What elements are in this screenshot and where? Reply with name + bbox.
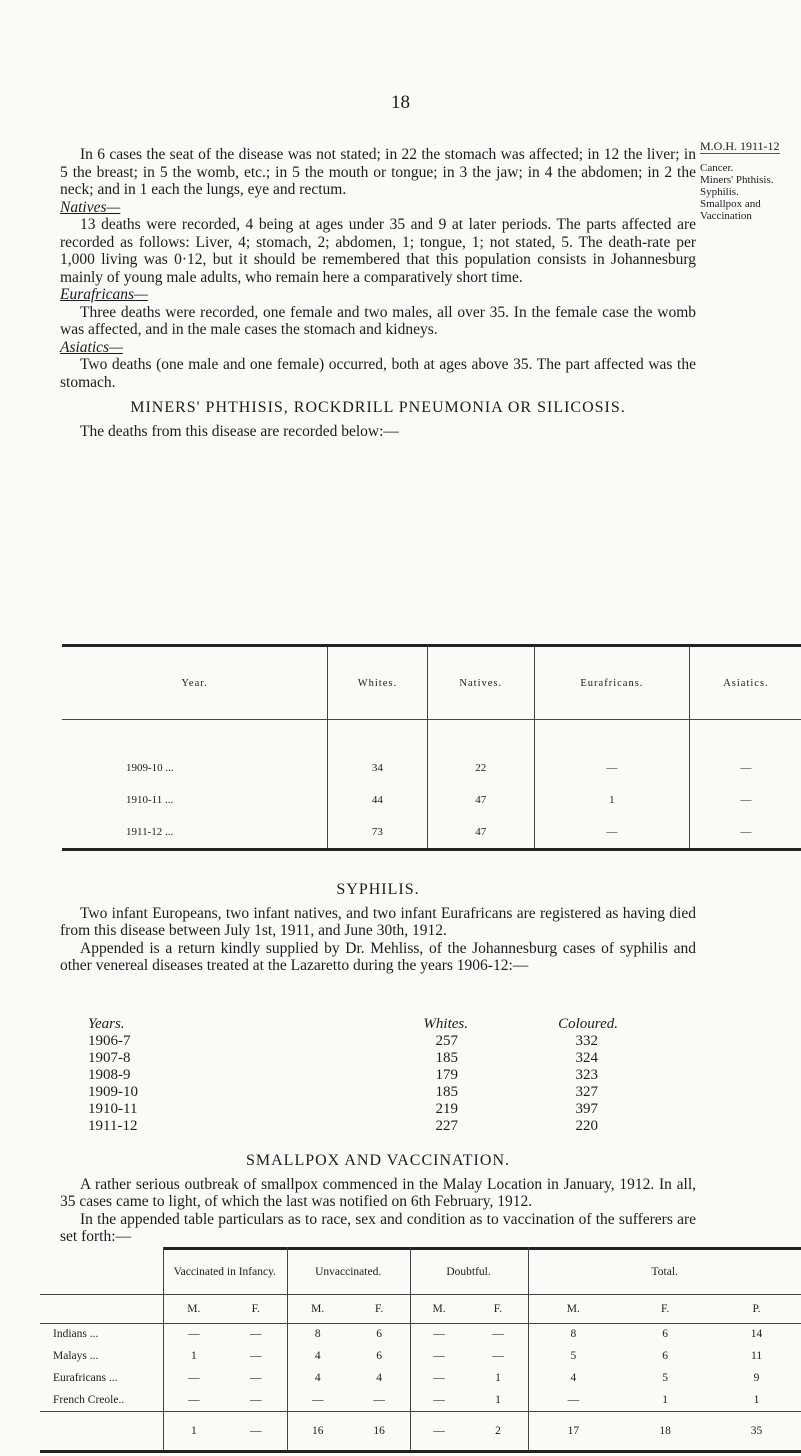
table-cell: 324 [575, 1050, 598, 1066]
table-cell: 11 [751, 1350, 763, 1362]
table-cell: 1907-8 [88, 1050, 131, 1066]
syphilis-heading: SYPHILIS. [336, 881, 420, 898]
eurafricans-heading: Eurafricans— [60, 286, 148, 303]
table-cell: 22 [427, 752, 534, 784]
column-header: F. [661, 1302, 670, 1315]
column-header: Year. [62, 646, 328, 720]
table-cell: 34 [328, 752, 427, 784]
table-cell: 9 [753, 1372, 760, 1384]
asiatics-paragraph: Two deaths (one male and one female) occurred, both at ages above 35. The part affected was the stomach. [60, 356, 696, 391]
table-cell: — [689, 816, 801, 850]
margin-header: M.O.H. 1911-12 [700, 139, 780, 153]
table-cell: — [250, 1394, 262, 1406]
table-cell: 4 [570, 1372, 577, 1384]
table-cell: — [373, 1394, 385, 1406]
table-cell: — [188, 1328, 200, 1340]
table-cell: 257 [435, 1033, 458, 1049]
table-row [40, 1367, 801, 1389]
table-header-row [40, 1250, 801, 1294]
smallpox-heading: SMALLPOX AND VACCINATION. [246, 1152, 510, 1169]
table-cell: 16 [311, 1425, 324, 1437]
table-cell: 185 [435, 1084, 458, 1100]
column-header: Asiatics. [689, 646, 801, 720]
table-cell: — [689, 752, 801, 784]
table-row [62, 752, 801, 784]
table-cell: — [433, 1328, 445, 1340]
table-cell: 1 [190, 1350, 197, 1362]
table-cell: 1911-12 ... [62, 816, 328, 850]
table-cell: — [689, 784, 801, 816]
natives-paragraph: 13 deaths were recorded, 4 being at ages under 35 and 9 at later periods. The parts affected are recorded as follows: Liver, 4; stomach, 2; abdomen, 1; tongue, 1; not stated, 5. The death-rate per 1,000 living was 0·12, but it should be remembered that this population consists in Johannesburg mainly of young male adults, who remain here a comparatively short time. [60, 216, 696, 286]
table-cell: 18 [659, 1425, 671, 1437]
table-row [88, 1050, 628, 1067]
table-header-row [40, 1294, 801, 1323]
column-header: M. [432, 1302, 446, 1315]
table-cell: — [433, 1372, 445, 1384]
table-cell: — [492, 1328, 504, 1340]
table-row [88, 1084, 628, 1101]
table-header-row [88, 1016, 628, 1033]
margin-topic: Smallpox and Vaccination [700, 198, 761, 222]
column-header: Coloured. [558, 1016, 618, 1032]
table-header-row [62, 646, 801, 720]
table-cell: 1 [662, 1394, 669, 1406]
table-cell: 73 [328, 816, 427, 850]
table-cell: — [250, 1328, 262, 1340]
table-cell: 6 [376, 1328, 382, 1340]
smallpox-table-content [40, 1250, 801, 1451]
table-cell: Indians ... [53, 1328, 99, 1340]
column-header: Unvaccinated. [315, 1266, 382, 1278]
table-total-row [40, 1411, 801, 1451]
table-cell: 332 [575, 1033, 598, 1049]
table-cell: Malays ... [53, 1350, 99, 1362]
table-cell: 227 [435, 1118, 458, 1134]
table-cell: 8 [314, 1328, 321, 1340]
column-header: M. [187, 1302, 201, 1315]
column-header: Years. [88, 1016, 125, 1032]
table-cell: 179 [435, 1067, 458, 1083]
syphilis-section [60, 873, 696, 975]
table-cell: 1910-11 ... [126, 794, 174, 806]
table-cell: 1909-10 [88, 1084, 138, 1100]
column-header: Natives. [427, 646, 534, 720]
table-cell: — [534, 816, 689, 850]
cancer-intro: In 6 cases the seat of the disease was not stated; in 22 the stomach was affected; in 12 the liver; in 5 the breast; in 5 the womb, etc.; in 5 the mouth or tongue; in 3 the jaw; in 4 the abdomen; in 2 the neck; and in 1 each the lungs, eye and rectum. [60, 146, 696, 198]
asiatics-heading: Asiatics— [60, 338, 123, 356]
column-header: F. [374, 1302, 384, 1315]
table-cell: 1909-10 ... [126, 762, 174, 774]
table-cell: 4 [314, 1350, 321, 1362]
table-cell: 14 [750, 1328, 763, 1340]
column-header: M. [311, 1302, 325, 1315]
body-text [60, 146, 696, 440]
table-cell: 1 [495, 1372, 501, 1384]
column-header: Doubtful. [446, 1266, 491, 1278]
table-cell: French Creole.. [53, 1394, 125, 1406]
table-cell: 1 [534, 784, 689, 816]
table-row [62, 816, 801, 850]
margin-topic: Cancer. [700, 162, 734, 174]
table-cell: 16 [373, 1425, 385, 1437]
table-cell: 5 [570, 1350, 577, 1362]
table-cell: — [188, 1394, 200, 1406]
table-row [88, 1101, 628, 1118]
syphilis-paragraph: Appended is a return kindly supplied by Dr. Mehliss, of the Johannesburg cases of syphilis and other venereal diseases treated at the Lazaretto during the years 1906-12:— [60, 939, 696, 974]
table-cell: 323 [575, 1067, 598, 1083]
table-cell: 1 [753, 1394, 760, 1406]
table-row [40, 1389, 801, 1411]
table-cell: — [534, 752, 689, 784]
table-cell: 2 [495, 1425, 501, 1437]
syphilis-table [88, 1016, 628, 1135]
column-header: P. [752, 1302, 761, 1315]
table-cell: 1 [495, 1394, 501, 1406]
natives-heading: Natives— [60, 198, 121, 216]
smallpox-paragraph: In the appended table particulars as to race, sex and condition as to vaccination of the sufferers are set forth:— [60, 1210, 696, 1245]
table-cell: 6 [376, 1350, 382, 1362]
column-header: Total. [651, 1266, 678, 1278]
table-cell: 5 [662, 1372, 669, 1384]
margin-topic: Syphilis. [700, 186, 739, 198]
table-cell: 1 [190, 1425, 197, 1437]
column-header: Whites. [423, 1016, 468, 1032]
column-header: M. [566, 1302, 580, 1315]
table-cell: Eurafricans ... [53, 1372, 118, 1384]
table-cell: 17 [567, 1425, 580, 1437]
table-cell: 1908-9 [88, 1067, 131, 1083]
table-cell: 35 [750, 1425, 763, 1437]
table-cell: 1911-12 [88, 1118, 138, 1134]
table-cell: — [492, 1350, 504, 1362]
table-cell: — [250, 1372, 262, 1384]
table-cell: 4 [376, 1372, 382, 1384]
table-cell: 6 [662, 1350, 669, 1362]
table-cell: 397 [575, 1101, 598, 1117]
column-header: F. [251, 1302, 260, 1315]
column-header: Eurafricans. [534, 646, 689, 720]
phthisis-table [62, 644, 801, 851]
table-cell: — [311, 1394, 324, 1406]
table-cell: 6 [662, 1328, 669, 1340]
table-cell: 220 [575, 1118, 598, 1134]
phthisis-heading: MINERS' PHTHISIS, ROCKDRILL PNEUMONIA OR SILICOSIS. [130, 399, 626, 416]
table-cell: 4 [314, 1372, 321, 1384]
table-cell: 185 [435, 1050, 458, 1066]
table-cell: — [433, 1394, 445, 1406]
table-cell [40, 1411, 163, 1451]
table-cell: — [250, 1350, 262, 1362]
table-cell: 1906-7 [88, 1033, 131, 1049]
table-cell: — [433, 1350, 445, 1362]
syphilis-paragraph: Two infant Europeans, two infant natives, and two infant Eurafricans are registered as having died from this disease between July 1st, 1911, and June 30th, 1912. [60, 904, 696, 939]
smallpox-paragraph: A rather serious outbreak of smallpox commenced in the Malay Location in January, 1912. In all, 35 cases came to light, of which the last was notified on 6th February, 1912. [60, 1175, 696, 1210]
table-cell: 47 [427, 816, 534, 850]
column-header: Vaccinated in Infancy. [173, 1266, 276, 1278]
table-cell: 47 [427, 784, 534, 816]
table-cell: — [250, 1425, 262, 1437]
table-cell: 8 [570, 1328, 577, 1340]
table-cell: — [188, 1372, 200, 1384]
table-row [88, 1033, 628, 1050]
eurafricans-paragraph: Three deaths were recorded, one female and two males, all over 35. In the female case the womb was affected, and in the male cases the stomach and kidneys. [60, 303, 696, 338]
table-row [62, 784, 801, 816]
table-cell: 327 [575, 1084, 598, 1100]
table-cell: 1910-11 [88, 1101, 138, 1117]
table-row [40, 1345, 801, 1367]
phthisis-intro: The deaths from this disease are recorded below:— [80, 422, 399, 440]
table-row [88, 1118, 628, 1135]
table-row [40, 1323, 801, 1345]
column-header: F. [493, 1302, 503, 1315]
table-row [88, 1067, 628, 1084]
smallpox-section [60, 1144, 696, 1246]
table-cell: — [433, 1425, 445, 1437]
page-number: 18 [391, 92, 410, 113]
table-cell: — [567, 1394, 580, 1406]
margin-topic: Miners' Phthisis. [700, 174, 774, 186]
table-cell: 44 [328, 784, 427, 816]
column-header: Whites. [328, 646, 427, 720]
margin-note [700, 140, 800, 222]
table-cell: 219 [435, 1101, 458, 1117]
